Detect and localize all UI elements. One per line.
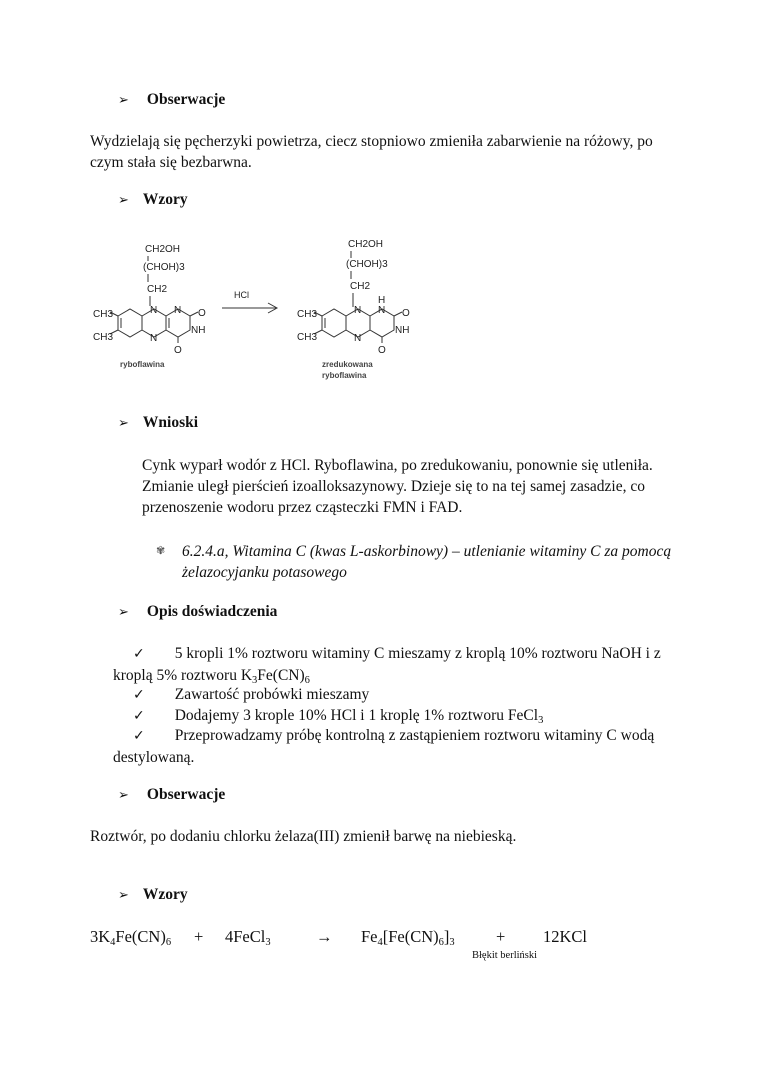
section-heading-observations-2	[118, 786, 225, 804]
paragraph-line: Wydzielają się pęcherzyki powietrza, ciecz stopniowo zmieniła zabarwienie na różowy, po	[90, 133, 653, 150]
heading-text: Obserwacje	[146, 786, 226, 803]
procedure-step-2	[133, 684, 369, 706]
plus-sign-1: +	[194, 927, 204, 946]
left-n3: N	[174, 305, 182, 316]
right-chohn: (CHOH)3	[346, 259, 388, 270]
left-ch2oh: CH2OH	[145, 244, 181, 255]
subscript: 6	[304, 675, 310, 686]
section-heading-observations-1	[118, 91, 225, 109]
heading-text: Wnioski	[142, 414, 199, 431]
paragraph-line: czym stała się bezbarwna.	[90, 154, 252, 171]
right-ch3-bottom: CH3	[297, 332, 318, 343]
riboflavin-reduction-diagram	[90, 230, 420, 390]
left-ch3-bottom: CH3	[93, 332, 114, 343]
reactant-2: 4FeCl$_3$	[225, 927, 271, 948]
left-ch3-top: CH3	[93, 309, 114, 320]
arrow-bullet-icon: ➢	[118, 193, 129, 208]
section-heading-formulas-1	[118, 191, 188, 209]
step-text: 5 kropli 1% roztworu witaminy C mieszamy z kroplą 10% roztworu NaOH i z	[174, 645, 661, 662]
right-o2: O	[378, 345, 386, 356]
arrow-bullet-icon: ➢	[118, 888, 129, 903]
plus-sign-2: +	[496, 927, 506, 946]
left-n2: N	[150, 333, 158, 344]
checkmark-icon: ✓	[133, 646, 145, 662]
experiment-title	[182, 541, 671, 583]
heading-text: Wzory	[142, 886, 188, 903]
paragraph-line: Zmianie uległ pierścień izoalloksazynowy. Dzieje się to na tej samej zasadzie, co	[142, 478, 645, 495]
right-ch3-top: CH3	[297, 309, 318, 320]
paragraph-line: przenoszenie wodoru przez cząsteczki FMN i FAD.	[142, 499, 463, 516]
product-1: $Fe_4[Fe(CN)_6]_3$	[361, 927, 455, 948]
chemical-equation	[90, 927, 730, 951]
checkmark-icon: ✓	[133, 728, 145, 744]
left-nh: NH	[191, 325, 206, 336]
left-compound-name: ryboflawina	[120, 360, 165, 369]
product-2: 12KCl	[543, 927, 588, 946]
heading-text: Obserwacje	[146, 91, 226, 108]
observations-paragraph-1	[90, 131, 653, 173]
right-o1: O	[402, 308, 410, 319]
arrow-bullet-icon: ➢	[118, 416, 129, 431]
right-nh: NH	[395, 325, 410, 336]
heading-text: Wzory	[142, 191, 188, 208]
paragraph-line: Cynk wyparł wodór z HCl. Ryboflawina, po zredukowaniu, ponownie się utleniła.	[142, 457, 653, 474]
right-ch2: CH2	[350, 281, 371, 292]
reaction-arrow: →	[316, 927, 333, 946]
checkmark-icon: ✓	[133, 687, 145, 703]
heading-text: Opis doświadczenia	[146, 603, 278, 620]
subscript: 3	[538, 715, 544, 726]
step-text: destylowaną.	[113, 749, 195, 766]
left-ch2: CH2	[147, 284, 168, 295]
title-line: żelazocyjanku potasowego	[182, 564, 347, 581]
right-h: H	[378, 295, 386, 306]
step-text: Zawartość probówki mieszamy	[174, 686, 370, 703]
experiment-marker-icon: ✾	[156, 544, 166, 557]
conclusions-paragraph	[142, 455, 653, 518]
right-n1: N	[354, 305, 362, 316]
left-chohn: (CHOH)3	[143, 262, 185, 273]
left-n1: N	[150, 305, 158, 316]
right-compound-name-2: ryboflawina	[322, 371, 367, 380]
arrow-bullet-icon: ➢	[118, 605, 129, 620]
left-o2: O	[174, 345, 182, 356]
step-text: Dodajemy 3 krople 10% HCl i 1 kroplę 1% roztworu FeCl	[174, 707, 539, 724]
reagent-label: HCl	[234, 290, 249, 300]
left-o1: O	[198, 308, 206, 319]
arrow-bullet-icon: ➢	[118, 93, 129, 108]
section-heading-conclusions	[118, 414, 198, 432]
reactant-1: $3K_4Fe(CN)_6$	[90, 927, 172, 948]
right-compound-name-1: zredukowana	[322, 360, 373, 369]
title-line: 6.2.4.a, Witamina C (kwas L-askorbinowy) – utlenianie witaminy C za pomocą	[182, 543, 672, 560]
checkmark-icon: ✓	[133, 708, 145, 724]
product-1-label: Błękit berliński	[472, 950, 538, 961]
section-heading-formulas-2	[118, 886, 188, 904]
paragraph-line: Roztwór, po dodaniu chlorku żelaza(III) zmienił barwę na niebieską.	[90, 828, 517, 845]
section-heading-procedure	[118, 603, 277, 621]
step-text: Fe(CN)	[257, 667, 305, 684]
step-text: kroplą 5% roztworu K	[113, 667, 253, 684]
right-ch2oh: CH2OH	[348, 239, 384, 250]
step-text: Przeprowadzamy próbę kontrolną z zastąpieniem roztworu witaminy C wodą	[174, 727, 655, 744]
procedure-step-4	[113, 725, 654, 768]
arrow-bullet-icon: ➢	[118, 788, 129, 803]
observations-paragraph-2	[90, 826, 516, 847]
subscript: 3	[252, 675, 258, 686]
right-n3: N	[378, 305, 386, 316]
right-n2: N	[354, 333, 362, 344]
